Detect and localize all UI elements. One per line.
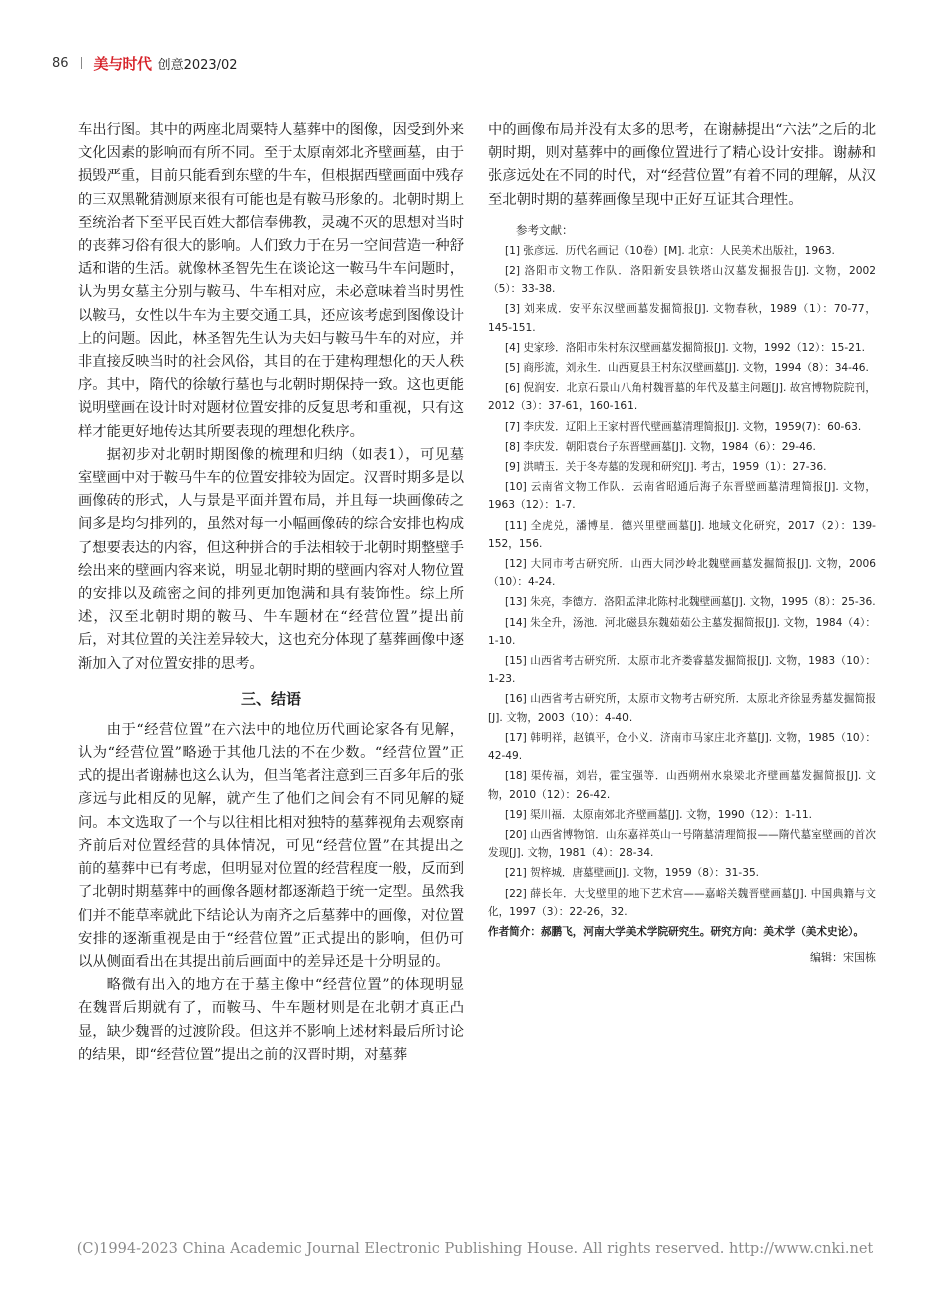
copyright-footer: (C)1994-2023 China Academic Journal Electronic Publishing House. All rights reserved. http://www.cnki.net	[76, 1241, 874, 1257]
page-number: 86	[52, 55, 69, 71]
reference-item: [1] 张彦远．历代名画记（10卷）[M]. 北京：人民美术出版社，1963.	[504, 244, 835, 257]
author-note: 作者简介：郝鹏飞，河南大学美术学院研究生。研究方向：美术学（美术史论）。	[488, 925, 865, 938]
page-header	[52, 52, 238, 74]
journal-logo-text: 美与时代	[93, 54, 152, 73]
reference-item: [13] 朱亮，李德方．洛阳孟津北陈村北魏壁画墓[J]. 文物，1995（8）：25-36.	[504, 596, 876, 609]
reference-item: [18] 渠传福，刘岩，霍宝强等．山西朔州水泉梁北齐壁画墓发掘简报[J]. 文物，2010（12）：26-42.	[488, 770, 876, 801]
right-column	[488, 119, 876, 965]
reference-item: [9] 洪晴玉．关于冬寿墓的发现和研究[J]. 考古，1959（1）：27-36.	[504, 461, 827, 474]
reference-item: [21] 贺梓城．唐墓壁画[J]. 文物，1959（8）：31-35.	[504, 867, 760, 880]
reference-item: [8] 李庆发．朝阳袁台子东晋壁画墓[J]. 文物，1984（6）：29-46.	[504, 440, 816, 453]
reference-item: [7] 李庆发．辽阳上王家村晋代壁画墓清理简报[J]. 文物，1959(7)：60-63.	[504, 420, 862, 433]
journal-logo	[94, 53, 238, 74]
reference-item: [17] 韩明祥，赵镇平，仓小义．济南市马家庄北齐墓[J]. 文物，1985（10）：42-49.	[488, 731, 876, 763]
references-heading: 参考文献：	[516, 222, 574, 237]
reference-item: [11] 全虎兑，潘博星．德兴里壁画墓[J]. 地域文化研究，2017（2）：139-152，156.	[488, 519, 876, 550]
reference-item: [3] 刘来成．安平东汉壁画墓发掘简报[J]. 文物春秋，1989（1）：70-77，145-151.	[488, 303, 876, 334]
header-divider	[81, 57, 82, 69]
reference-item: [20] 山西省博物馆．山东嘉祥英山一号隋墓清理简报——隋代墓室壁画的首次发现[J]. 文物，1981（4）：28-34.	[488, 828, 876, 860]
reference-item: [16] 山西省考古研究所，太原市文物考古研究所．太原北齐徐显秀墓发掘简报[J]. 文物，2003（10）：4-40.	[488, 693, 876, 724]
body-paragraph: 据初步对北朝时期图像的梳理和归纳（如表1），可见墓室壁画中对于鞍马牛车的位置安排较为固定。汉晋时期多是以画像砖的形式，人与景是平面并置布局，并且每一块画像砖之间多是均匀排列的，虽然对每一小幅画像砖的综合安排也构成了想要表达的内容，但这种拼合的手法相较于北朝时期整壁手绘出来的壁画内容来说，明显北朝时期的壁画内容对人物位置的安排以及疏密之间的排列更加饱满和具有装饰性。综上所述，汉至北朝时期的鞍马、牛车题材在“经营位置”提出前后，对其位置的关注差异较大，这也充分体现了墓葬画像中逐渐加入了对位置安排的思考。	[78, 446, 465, 672]
body-paragraph: 中的画像布局并没有太多的思考，在谢赫提出“六法”之后的北朝时期，则对墓葬中的画像位置进行了精心设计安排。谢赫和张彦远处在不同的时代，对“经营位置”有着不同的理解，从汉至北朝时期的墓葬画像呈现中正好互证其合理性。	[488, 122, 876, 208]
reference-item: [10] 云南省文物工作队．云南省昭通后海子东晋壁画墓清理简报[J]. 文物，1963（12）：1-7.	[488, 481, 876, 512]
section-heading: 三、结语	[240, 689, 301, 708]
journal-issue: 创意2023/02	[157, 57, 238, 73]
body-paragraph: 由于“经营位置”在六法中的地位历代画论家各有见解，认为“经营位置”略逊于其他几法的不在少数。“经营位置”正式的提出者谢赫也这么认为，但当笔者注意到三百多年后的张彦远与此相反的见解，就产生了他们之间会有不同见解的疑问。本文选取了一个与以往相比相对独特的墓葬视角去观察南齐前后对位置经营的具体情况，可见“经营位置”在其提出之前的墓葬中已有考虑，但明显对位置的经营程度一般，反而到了北朝时期墓葬中的画像各题材都逐渐趋于统一定型。虽然我们并不能草率就此下结论认为南齐之后墓葬中的画像，对位置安排的逐渐重视是由于“经营位置”正式提出的影响，但仍可以从侧面看出在其提出前后画面中的差异还是十分明显的。	[78, 721, 465, 970]
editor-credit: 编辑：宋国栋	[810, 951, 876, 965]
reference-item: [4] 史家珍．洛阳市朱村东汉壁画墓发掘简报[J]. 文物，1992（12）：15-21.	[504, 341, 865, 354]
reference-item: [2] 洛阳市文物工作队．洛阳新安县铁塔山汉墓发掘报告[J]. 文物，2002（5）：33-38.	[488, 265, 876, 296]
left-column	[78, 119, 464, 1067]
reference-list	[488, 242, 876, 921]
reference-item: [14] 朱全升，汤池．河北磁县东魏茹茹公主墓发掘简报[J]. 文物，1984（4）：1-10.	[488, 616, 876, 647]
reference-item: [6] 倪润安．北京石景山八角村魏晋墓的年代及墓主问题[J]. 故宫博物院院刊，2012（3）：37-61，160-161.	[488, 382, 876, 413]
reference-item: [19] 渠川福．太原南郊北齐壁画墓[J]. 文物，1990（12）：1-11.	[504, 808, 813, 821]
reference-item: [12] 大同市考古研究所．山西大同沙岭北魏壁画墓发掘简报[J]. 文物，2006（10）：4-24.	[488, 558, 876, 589]
reference-item: [22] 薛长年．大戈壁里的地下艺术宫——嘉峪关魏晋壁画墓[J]. 中国典籍与文化，1997（3）：22-26，32.	[488, 887, 876, 918]
reference-item: [5] 商彤流，刘永生．山西夏县王村东汉壁画墓[J]. 文物，1994（8）：34-46.	[504, 362, 869, 375]
body-paragraph: 略微有出入的地方在于墓主像中“经营位置”的体现明显在魏晋后期就有了，而鞍马、牛车题材则是在北朝才真正凸显，缺少魏晋的过渡阶段。但这并不影响上述材料最后所讨论的结果，即“经营位置”提出之前的汉晋时期，对墓葬	[78, 977, 465, 1063]
body-paragraph: 车出行图。其中的两座北周粟特人墓葬中的图像，因受到外来文化因素的影响而有所不同。至于太原南郊北齐壁画墓，由于损毁严重，目前只能看到东壁的牛车，但根据西壁画面中残存的三双黑靴猜测原来很有可能也是有鞍马形象的。北朝时期上至统治者下至平民百姓大都信奉佛教，灵魂不灭的思想对当时的丧葬习俗有很大的影响。人们致力于在另一空间营造一种舒适和谐的生活。就像林圣智先生在谈论这一鞍马牛车问题时，认为男女墓主分别与鞍马、牛车相对应，未必意味着当时男性以鞍马，女性以牛车为主要交通工具，还应该考虑到图像设计上的问题。因此，林圣智先生认为夫妇与鞍马牛车的对应，并非直接反映当时的社会风俗，其目的在于建构理想化的天人秩序。其中，隋代的徐敏行墓也与北朝时期保持一致。这也更能说明壁画在设计时对题材位置安排的反复思考和重视，只有这样才能更好地传达其所要表现的理想化秩序。	[78, 122, 465, 440]
reference-item: [15] 山西省考古研究所．太原市北齐娄睿墓发掘简报[J]. 文物，1983（10）：1-23.	[488, 655, 876, 686]
